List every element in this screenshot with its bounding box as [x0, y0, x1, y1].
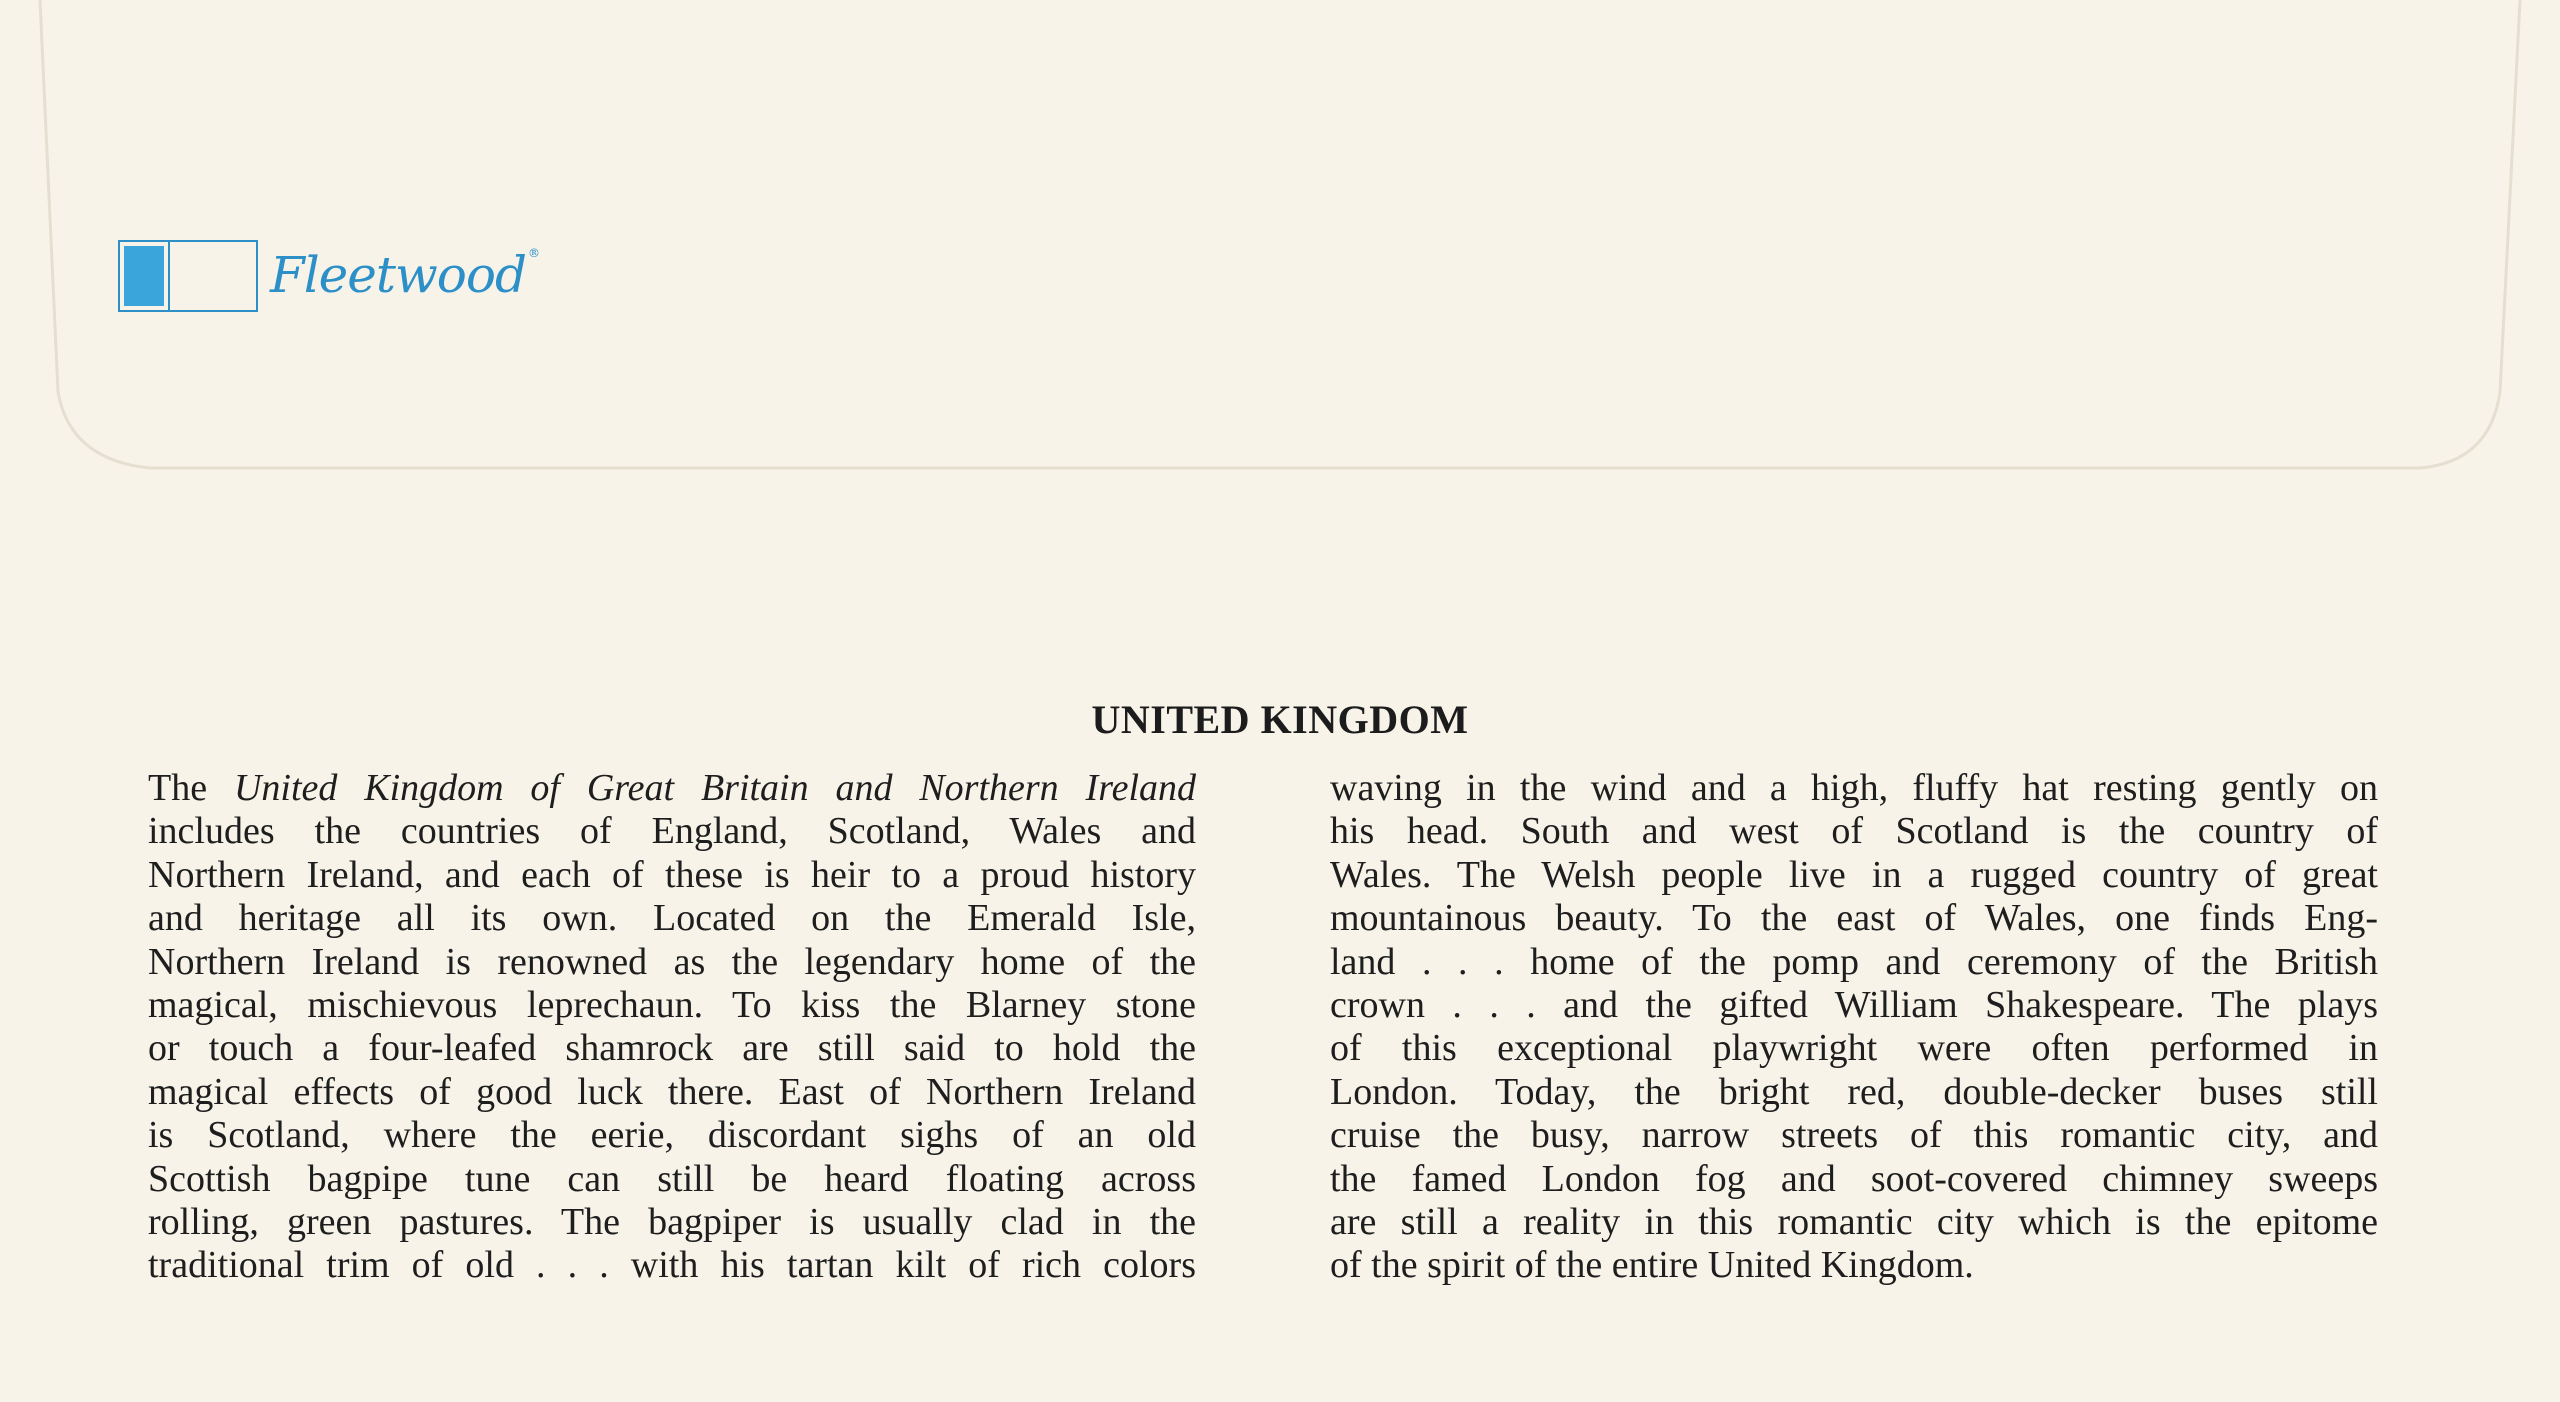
text-line: London. Today, the bright red, double-decker buses still — [1330, 1070, 2378, 1113]
fleetwood-square-logo-icon — [118, 240, 258, 312]
text-line: cruise the busy, narrow streets of this romantic city, and — [1330, 1114, 2378, 1157]
text-line: traditional trim of old . . . with his tartan kilt of rich colors — [148, 1244, 1196, 1287]
text-line: crown . . . and the gifted William Shakespeare. The plays — [1330, 984, 2378, 1027]
text-line: rolling, green pastures. The bagpiper is usually clad in the — [148, 1201, 1196, 1244]
text-line: magical effects of good luck there. East of Northern Ireland — [148, 1070, 1196, 1113]
text-line: Wales. The Welsh people live in a rugged country of great — [1330, 853, 2378, 896]
text-line: is Scotland, where the eerie, discordant sighs of an old — [148, 1114, 1196, 1157]
text-line: waving in the wind and a high, fluffy hat resting gently on — [1330, 767, 2378, 809]
page-title: UNITED KINGDOM — [1091, 697, 1469, 742]
text-line: land . . . home of the pomp and ceremony of the British — [1330, 940, 2378, 983]
text-line: Scottish bagpipe tune can still be heard floating across — [148, 1157, 1196, 1200]
text-line: mountainous beauty. To the east of Wales, one finds Eng- — [1330, 897, 2378, 940]
text-line: of this exceptional playwright were often performed in — [1330, 1027, 2378, 1070]
text-line: includes the countries of England, Scotland, Wales and — [148, 810, 1196, 853]
text-line: his head. South and west of Scotland is the country of — [1330, 810, 2378, 853]
brand-wordmark: Fleetwood ® — [270, 246, 539, 304]
text-line: or touch a four-leafed shamrock are still said to hold the — [148, 1027, 1196, 1070]
text-line: of the spirit of the entire United Kingdom. — [1330, 1244, 1974, 1287]
text-line: the famed London fog and soot-covered chimney sweeps — [1330, 1157, 2378, 1200]
text-line: and heritage all its own. Located on the Emerald Isle, — [148, 897, 1196, 940]
text-line: Northern Ireland, and each of these is heir to a proud history — [148, 853, 1196, 896]
text-line: are still a reality in this romantic city which is the epitome — [1330, 1201, 2378, 1244]
text-line: magical, mischievous leprechaun. To kiss the Blarney stone — [148, 984, 1196, 1027]
fleetwood-logo — [118, 240, 538, 320]
text-column-left — [148, 767, 1196, 1288]
text-line: The United Kingdom of Great Britain and Northern Ireland — [148, 767, 1196, 809]
text-line: Northern Ireland is renowned as the legendary home of the — [148, 940, 1196, 983]
text-column-right — [1330, 767, 2378, 1288]
